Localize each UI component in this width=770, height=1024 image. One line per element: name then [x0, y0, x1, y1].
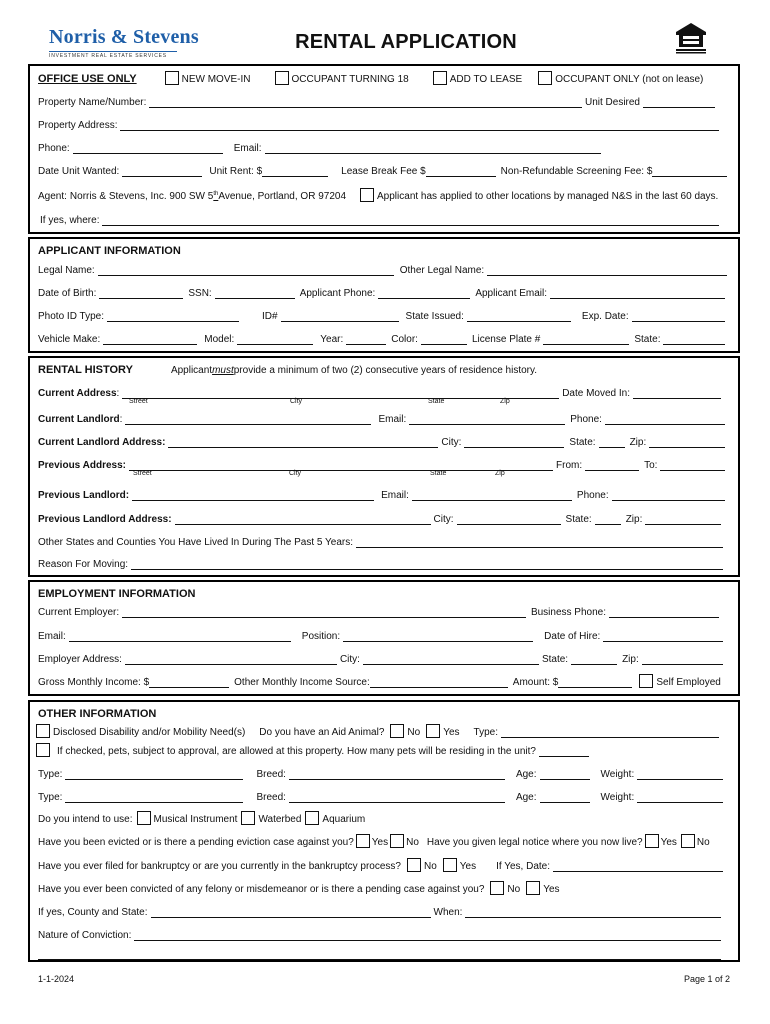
current-landlord-email-field[interactable]: [409, 414, 565, 425]
previous-to-label: To:: [644, 460, 658, 471]
previous-landlord-address-label: Previous Landlord Address:: [38, 514, 172, 525]
current-landlord-state-label: State:: [569, 437, 596, 448]
bankruptcy-yes-label: Yes: [459, 861, 477, 872]
rental-header: RENTAL HISTORY: [38, 364, 133, 376]
nature-conviction-row: [38, 927, 724, 941]
pet-2-row: [38, 789, 726, 803]
company-name: Norris & Stevens: [49, 26, 199, 48]
aid-animal-no-label: No: [407, 727, 421, 738]
other-states-field[interactable]: [356, 537, 723, 548]
current-employer-row: [38, 604, 722, 618]
id-number-label: ID#: [261, 311, 278, 322]
exp-date-field[interactable]: [632, 311, 725, 322]
other-states-label: Other States and Counties You Have Lived In During The Past 5 Years:: [38, 537, 354, 548]
business-phone-field[interactable]: [609, 607, 719, 618]
felony-yes-label: Yes: [543, 884, 560, 895]
occupant-only-label: OCCUPANT ONLY (not on lease): [555, 74, 704, 85]
other-states-row: [38, 534, 726, 548]
bankruptcy-label: Have you ever filed for bankruptcy or are you currently in the bankruptcy process?: [38, 861, 401, 872]
bankruptcy-no-label: No: [423, 861, 437, 872]
aid-animal-yes-label: Yes: [443, 727, 460, 738]
current-landlord-zip-field[interactable]: [649, 437, 725, 448]
felony-row: [38, 881, 560, 895]
other-legal-name-label: Other Legal Name:: [399, 265, 485, 276]
aid-animal-label: Do you have an Aid Animal?: [259, 727, 385, 738]
pets-note-label: If checked, pets, subject to approval, are allowed at this property. How many pets will be residing in the unit?: [57, 746, 536, 757]
eviction-label: Have you been evicted or is there a pending eviction case against you?: [38, 837, 354, 848]
previous-from-label: From:: [556, 460, 583, 471]
pet-2-type-label: Type:: [38, 792, 63, 803]
footer-page-number: Page 1 of 2: [684, 974, 731, 984]
pet-1-weight-field[interactable]: [637, 769, 723, 780]
vehicle-color-field[interactable]: [421, 334, 467, 345]
applicant-phone-field[interactable]: [378, 288, 470, 299]
employer-address-label: Employer Address:: [38, 654, 122, 665]
aquarium-label: Aquarium: [322, 814, 366, 825]
county-state-label: If yes, County and State:: [38, 907, 148, 918]
pet-1-age-field[interactable]: [540, 769, 590, 780]
legal-notice-no-checkbox[interactable]: [681, 834, 695, 848]
ssn-label: SSN:: [188, 288, 212, 299]
exp-date-label: Exp. Date:: [581, 311, 629, 322]
legal-notice-yes-label: Yes: [660, 837, 677, 848]
felony-yes-checkbox[interactable]: [526, 881, 540, 895]
employer-email-label: Email:: [38, 631, 66, 642]
other-information-section: [28, 700, 740, 962]
previous-state-hint: State: [430, 470, 447, 477]
pet-1-weight-label: Weight:: [600, 769, 635, 780]
current-landlord-zip-label: Zip:: [629, 437, 647, 448]
intend-use-label: Do you intend to use:: [38, 814, 133, 825]
employer-city-label: City:: [339, 654, 360, 665]
amount-label: Amount: $: [512, 677, 559, 688]
employer-zip-field[interactable]: [642, 654, 723, 665]
position-label: Position:: [301, 631, 341, 642]
date-unit-wanted-field[interactable]: [122, 166, 202, 177]
page-title: RENTAL APPLICATION: [295, 31, 517, 53]
current-landlord-address-row: [38, 434, 728, 448]
eviction-yes-label: Yes: [371, 837, 389, 848]
felony-no-checkbox[interactable]: [490, 881, 504, 895]
pet-1-breed-field[interactable]: [289, 769, 505, 780]
current-landlord-state-field[interactable]: [599, 437, 625, 448]
lease-break-fee-label: Lease Break Fee $: [341, 166, 426, 177]
add-to-lease-checkbox[interactable]: [433, 71, 447, 85]
occupant-turning-18-checkbox[interactable]: [275, 71, 289, 85]
current-street-hint: Street: [129, 398, 148, 405]
previous-landlord-email-field[interactable]: [412, 490, 572, 501]
pets-row: [32, 743, 592, 757]
pet-1-type-field[interactable]: [65, 769, 243, 780]
county-state-field[interactable]: [151, 907, 431, 918]
office-phone-row: [38, 140, 604, 154]
reason-moving-label: Reason For Moving:: [38, 559, 129, 570]
legal-notice-no-label: No: [696, 837, 710, 848]
current-address-label: Current Address: [38, 388, 117, 399]
agent-label: Agent:: [38, 191, 67, 202]
nature-conviction-label: Nature of Conviction:: [38, 930, 132, 941]
eviction-yes-checkbox[interactable]: [356, 834, 370, 848]
current-address-field[interactable]: [122, 388, 559, 399]
rental-note: Applicantmustprovide a minimum of two (2) consecutive years of residence history.: [170, 365, 538, 376]
employer-email-row: [38, 628, 726, 642]
current-landlord-city-label: City:: [441, 437, 462, 448]
aid-animal-type-field[interactable]: [501, 727, 719, 738]
employer-state-label: State:: [541, 654, 569, 665]
previous-landlord-state-label: State:: [565, 514, 592, 525]
previous-landlord-address-field[interactable]: [175, 514, 431, 525]
business-phone-label: Business Phone:: [530, 607, 606, 618]
position-field[interactable]: [343, 631, 533, 642]
pet-2-age-label: Age:: [515, 792, 537, 803]
property-address-label: Property Address:: [38, 120, 118, 131]
pet-2-type-field[interactable]: [65, 792, 243, 803]
eviction-no-checkbox[interactable]: [390, 834, 404, 848]
if-yes-where-row: [40, 212, 722, 226]
unit-rent-label: Unit Rent: $: [209, 166, 263, 177]
other-header: OTHER INFORMATION: [38, 708, 157, 720]
previous-landlord-city-field[interactable]: [457, 514, 561, 525]
office-phone-label: Phone:: [38, 143, 70, 154]
rental-header-row: [38, 362, 638, 376]
photo-id-label: Photo ID Type:: [38, 311, 104, 322]
other-header-row: [38, 706, 156, 720]
previous-to-field[interactable]: [660, 460, 725, 471]
aquarium-checkbox[interactable]: [305, 811, 319, 825]
aid-animal-type-label: Type:: [473, 727, 498, 738]
date-unit-wanted-label: Date Unit Wanted:: [38, 166, 120, 177]
previous-address-field[interactable]: [129, 460, 553, 471]
new-move-in-label: NEW MOVE-IN: [181, 74, 251, 85]
previous-zip-hint: Zip: [495, 470, 505, 477]
vehicle-make-field[interactable]: [103, 334, 197, 345]
legal-name-row: [38, 262, 730, 276]
if-yes-where-field[interactable]: [102, 215, 719, 226]
employment-header: EMPLOYMENT INFORMATION: [38, 588, 196, 600]
unit-terms-row: [38, 163, 730, 177]
previous-landlord-city-label: City:: [433, 514, 454, 525]
vehicle-state-field[interactable]: [663, 334, 725, 345]
current-employer-field[interactable]: [122, 607, 526, 618]
pet-2-weight-label: Weight:: [600, 792, 635, 803]
employer-city-field[interactable]: [363, 654, 539, 665]
dob-row: [38, 285, 728, 299]
waterbed-checkbox[interactable]: [241, 811, 255, 825]
previous-landlord-phone-field[interactable]: [612, 490, 725, 501]
vehicle-state-label: State:: [634, 334, 661, 345]
legal-notice-yes-checkbox[interactable]: [645, 834, 659, 848]
vehicle-year-field[interactable]: [346, 334, 386, 345]
aid-animal-yes-checkbox[interactable]: [426, 724, 440, 738]
current-landlord-field[interactable]: [125, 414, 371, 425]
other-legal-name-field[interactable]: [487, 265, 727, 276]
bankruptcy-date-field[interactable]: [553, 861, 723, 872]
bankruptcy-row: [38, 858, 726, 872]
equal-housing-icon: [672, 21, 710, 55]
current-address-row: Current Address : Date Moved In:: [38, 385, 724, 399]
income-row: [38, 674, 730, 688]
current-employer-label: Current Employer:: [38, 607, 120, 618]
current-landlord-phone-label: Phone:: [570, 414, 602, 425]
license-plate-label: License Plate #: [471, 334, 541, 345]
employment-header-row: [38, 586, 195, 600]
vehicle-model-field[interactable]: [237, 334, 313, 345]
vehicle-color-label: Color:: [391, 334, 418, 345]
footer-date: 1-1-2024: [38, 974, 75, 984]
current-landlord-address-field[interactable]: [168, 437, 438, 448]
current-landlord-phone-field[interactable]: [605, 414, 725, 425]
pet-1-breed-label: Breed:: [256, 769, 286, 780]
eviction-no-label: No: [406, 837, 419, 848]
date-moved-in-field[interactable]: [633, 388, 721, 399]
applicant-phone-label: Applicant Phone:: [299, 288, 376, 299]
applicant-header: APPLICANT INFORMATION: [38, 245, 181, 257]
pets-checkbox[interactable]: [36, 743, 50, 757]
gross-income-field[interactable]: [149, 677, 229, 688]
previous-address-label: Previous Address:: [38, 460, 126, 471]
legal-name-field[interactable]: [98, 265, 394, 276]
bankruptcy-yes-checkbox[interactable]: [443, 858, 457, 872]
current-landlord-email-label: Email:: [378, 414, 407, 425]
date-of-hire-field[interactable]: [603, 631, 723, 642]
ssn-field[interactable]: [215, 288, 295, 299]
previous-landlord-phone-label: Phone:: [576, 490, 609, 501]
id-number-field[interactable]: [281, 311, 399, 322]
applicant-header-row: [38, 243, 181, 257]
new-move-in-checkbox[interactable]: [165, 71, 179, 85]
occupant-only-checkbox[interactable]: [538, 71, 552, 85]
property-address-field[interactable]: [120, 120, 719, 131]
legal-name-label: Legal Name:: [38, 265, 95, 276]
previous-landlord-address-row: [38, 511, 724, 525]
pet-2-breed-field[interactable]: [289, 792, 505, 803]
disability-row: [32, 724, 722, 738]
previous-address-row: [38, 457, 728, 471]
lease-break-fee-field[interactable]: [426, 166, 496, 177]
reason-moving-row: [38, 556, 726, 570]
property-name-row: [38, 94, 718, 108]
employer-state-field[interactable]: [571, 654, 617, 665]
agent-value: Norris & Stevens, Inc. 900 SW 5thAvenue, Portland, OR 97204: [69, 190, 347, 202]
date-moved-in-label: Date Moved In:: [562, 388, 630, 399]
other-income-field[interactable]: [370, 677, 508, 688]
pet-2-age-field[interactable]: [540, 792, 590, 803]
employer-email-field[interactable]: [69, 631, 291, 642]
office-use-header: OFFICE USE ONLY: [38, 73, 137, 85]
disability-label: Disclosed Disability and/or Mobility Need(s): [53, 727, 246, 738]
pet-1-age-label: Age:: [515, 769, 537, 780]
nature-conviction-row-2: [38, 946, 724, 960]
bankruptcy-date-label: If Yes, Date:: [496, 861, 551, 872]
current-zip-hint: Zip: [500, 398, 510, 405]
county-state-row: [38, 904, 724, 918]
current-landlord-city-field[interactable]: [464, 437, 564, 448]
if-yes-where-label: If yes, where:: [40, 215, 100, 226]
current-landlord-label: Current Landlord: [38, 414, 120, 425]
previous-landlord-field[interactable]: [132, 490, 374, 501]
license-plate-field[interactable]: [543, 334, 629, 345]
pet-1-row: [38, 766, 726, 780]
property-address-row: [38, 117, 722, 131]
applicant-email-label: Applicant Email:: [475, 288, 548, 299]
previous-street-hint: Street: [133, 470, 152, 477]
felony-no-label: No: [507, 884, 521, 895]
dob-field[interactable]: [99, 288, 183, 299]
bankruptcy-no-checkbox[interactable]: [407, 858, 421, 872]
previous-landlord-row: [38, 487, 728, 501]
add-to-lease-label: ADD TO LEASE: [449, 74, 523, 85]
state-issued-label: State Issued:: [405, 311, 464, 322]
employer-zip-label: Zip:: [622, 654, 639, 665]
unit-desired-label: Unit Desired: [584, 97, 640, 108]
office-phone-field[interactable]: [73, 143, 223, 154]
nature-conviction-field[interactable]: [134, 930, 721, 941]
vehicle-row: [38, 331, 728, 345]
previous-landlord-zip-label: Zip:: [625, 514, 643, 525]
felony-label: Have you ever been convicted of any felony or misdemeanor or is there a pending case against you?: [38, 884, 485, 895]
current-city-hint: City: [290, 398, 303, 405]
disability-checkbox[interactable]: [36, 724, 50, 738]
screening-fee-field[interactable]: [652, 166, 727, 177]
current-state-hint: State: [428, 398, 445, 405]
nature-conviction-field-2[interactable]: [38, 949, 721, 960]
eviction-row: [38, 834, 710, 848]
office-use-row: [38, 71, 738, 85]
pet-2-breed-label: Breed:: [256, 792, 286, 803]
intend-use-row: [38, 811, 365, 825]
applied-other-checkbox[interactable]: [360, 188, 374, 202]
legal-notice-label: Have you given legal notice where you now live?: [426, 837, 643, 848]
screening-fee-label: Non-Refundable Screening Fee: $: [500, 166, 653, 177]
applied-other-label: Applicant has applied to other locations by managed N&S in the last 60 days.: [377, 191, 719, 202]
pet-2-weight-field[interactable]: [637, 792, 723, 803]
vehicle-year-label: Year:: [320, 334, 344, 345]
reason-moving-field[interactable]: [131, 559, 723, 570]
agent-row: [38, 188, 738, 202]
office-email-field[interactable]: [265, 143, 602, 154]
occupant-turning-18-label: OCCUPANT TURNING 18: [291, 74, 409, 85]
previous-city-hint: City: [289, 470, 302, 477]
musical-instrument-label: Musical Instrument: [153, 814, 238, 825]
property-name-label: Property Name/Number:: [38, 97, 147, 108]
office-email-label: Email:: [233, 143, 262, 154]
pet-1-type-label: Type:: [38, 769, 63, 780]
photo-id-row: [38, 308, 728, 322]
employer-address-row: [38, 651, 726, 665]
gross-income-label: Gross Monthly Income: $: [38, 677, 150, 688]
previous-landlord-state-field[interactable]: [595, 514, 621, 525]
amount-field[interactable]: [558, 677, 632, 688]
unit-desired-field[interactable]: [643, 97, 715, 108]
state-issued-field[interactable]: [467, 311, 571, 322]
previous-from-field[interactable]: [585, 460, 639, 471]
when-label: When:: [433, 907, 463, 918]
other-income-label: Other Monthly Income Source:: [234, 677, 370, 688]
vehicle-model-label: Model:: [204, 334, 235, 345]
applicant-email-field[interactable]: [550, 288, 725, 299]
self-employed-checkbox[interactable]: [639, 674, 653, 688]
company-tagline: INVESTMENT REAL ESTATE SERVICES: [49, 51, 177, 59]
self-employed-label: Self Employed: [656, 677, 721, 688]
waterbed-label: Waterbed: [258, 814, 302, 825]
previous-landlord-email-label: Email:: [381, 490, 409, 501]
dob-label: Date of Birth:: [38, 288, 97, 299]
vehicle-make-label: Vehicle Make:: [38, 334, 101, 345]
aid-animal-no-checkbox[interactable]: [390, 724, 404, 738]
unit-rent-field[interactable]: [262, 166, 328, 177]
current-landlord-address-label: Current Landlord Address:: [38, 437, 166, 448]
previous-landlord-label: Previous Landlord:: [38, 490, 130, 501]
date-of-hire-label: Date of Hire:: [544, 631, 601, 642]
current-landlord-row: Current Landlord : Email: Phone:: [38, 411, 728, 425]
property-name-field[interactable]: [149, 97, 582, 108]
when-field[interactable]: [465, 907, 721, 918]
employer-address-field[interactable]: [125, 654, 337, 665]
pets-count-field[interactable]: [539, 746, 589, 757]
photo-id-field[interactable]: [107, 311, 239, 322]
previous-landlord-zip-field[interactable]: [645, 514, 721, 525]
musical-instrument-checkbox[interactable]: [137, 811, 151, 825]
